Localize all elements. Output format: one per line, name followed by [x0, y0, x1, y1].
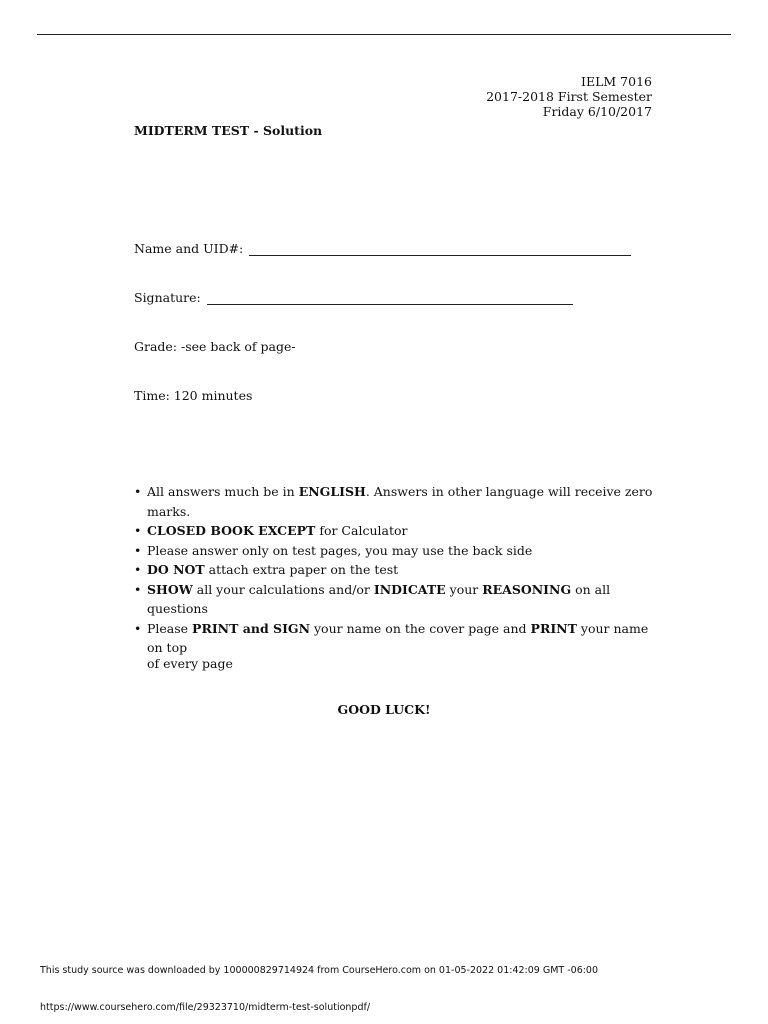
- instruction-emphasis: ENGLISH: [298, 484, 366, 499]
- instruction-text: attach extra paper on the test: [204, 562, 399, 577]
- bullet-icon: •: [134, 581, 142, 597]
- instruction-text: all your calculations and/or: [192, 581, 374, 597]
- instruction-text: Please: [147, 620, 193, 636]
- good-luck: GOOD LUCK!: [337, 702, 431, 717]
- top-rule: [37, 34, 731, 35]
- bullet-icon: •: [134, 620, 142, 636]
- bullet-icon: •: [134, 562, 142, 577]
- semester: 2017-2018 First Semester: [486, 89, 652, 104]
- instruction-emphasis: SHOW: [147, 581, 193, 597]
- instruction-list: [134, 482, 664, 671]
- bullet-icon: •: [134, 542, 142, 558]
- grade-text: Grade: -see back of page-: [134, 339, 296, 354]
- bullet-icon: •: [134, 523, 142, 538]
- instruction-emphasis: REASONING: [482, 581, 572, 597]
- bullet-icon: •: [134, 484, 142, 499]
- instruction-text: Please answer only on test pages, you may use the back side: [147, 542, 533, 558]
- instruction-continuation: of every page: [147, 655, 233, 671]
- instruction-item: [134, 521, 664, 541]
- instruction-item: [134, 619, 664, 671]
- instruction-text: for Calculator: [315, 523, 408, 538]
- instruction-emphasis: CLOSED BOOK EXCEPT: [147, 523, 316, 538]
- instruction-emphasis: PRINT: [530, 620, 577, 636]
- signature-blank-line: [207, 292, 573, 305]
- instruction-text: your name on the cover page and: [310, 620, 531, 636]
- instruction-text: your: [445, 581, 483, 597]
- instruction-emphasis: DO NOT: [147, 562, 205, 577]
- course-code: IELM 7016: [581, 74, 652, 89]
- signature-field: [134, 290, 573, 305]
- name-uid-label: Name and UID#:: [134, 241, 244, 256]
- name-uid-blank-line: [249, 243, 631, 256]
- instruction-item: [134, 580, 664, 619]
- time-text: Time: 120 minutes: [134, 388, 253, 403]
- instruction-text: your name on top: [147, 620, 649, 655]
- signature-label: Signature:: [134, 290, 201, 305]
- exam-date: Friday 6/10/2017: [542, 104, 652, 119]
- instruction-item: [134, 541, 664, 561]
- instruction-text: . Answers in other language will receive zero marks.: [147, 484, 653, 519]
- instruction-text: on all questions: [147, 581, 611, 616]
- name-uid-field: [134, 241, 631, 256]
- time-field: [134, 388, 252, 403]
- instruction-emphasis: INDICATE: [373, 581, 446, 597]
- instruction-text: All answers much be in: [147, 484, 299, 499]
- instruction-item: [134, 482, 664, 521]
- instruction-emphasis: PRINT and SIGN: [192, 620, 311, 636]
- page-title: MIDTERM TEST - Solution: [134, 123, 323, 138]
- download-source-note: This study source was downloaded by 100000829714924 from CourseHero.com on 01-05-2022 01:42:09 GMT -06:00: [40, 965, 599, 976]
- grade-field: [134, 339, 296, 354]
- instruction-item: [134, 560, 664, 580]
- course-header: [486, 74, 652, 119]
- source-url: https://www.coursehero.com/file/29323710/midterm-test-solutionpdf/: [40, 1002, 371, 1013]
